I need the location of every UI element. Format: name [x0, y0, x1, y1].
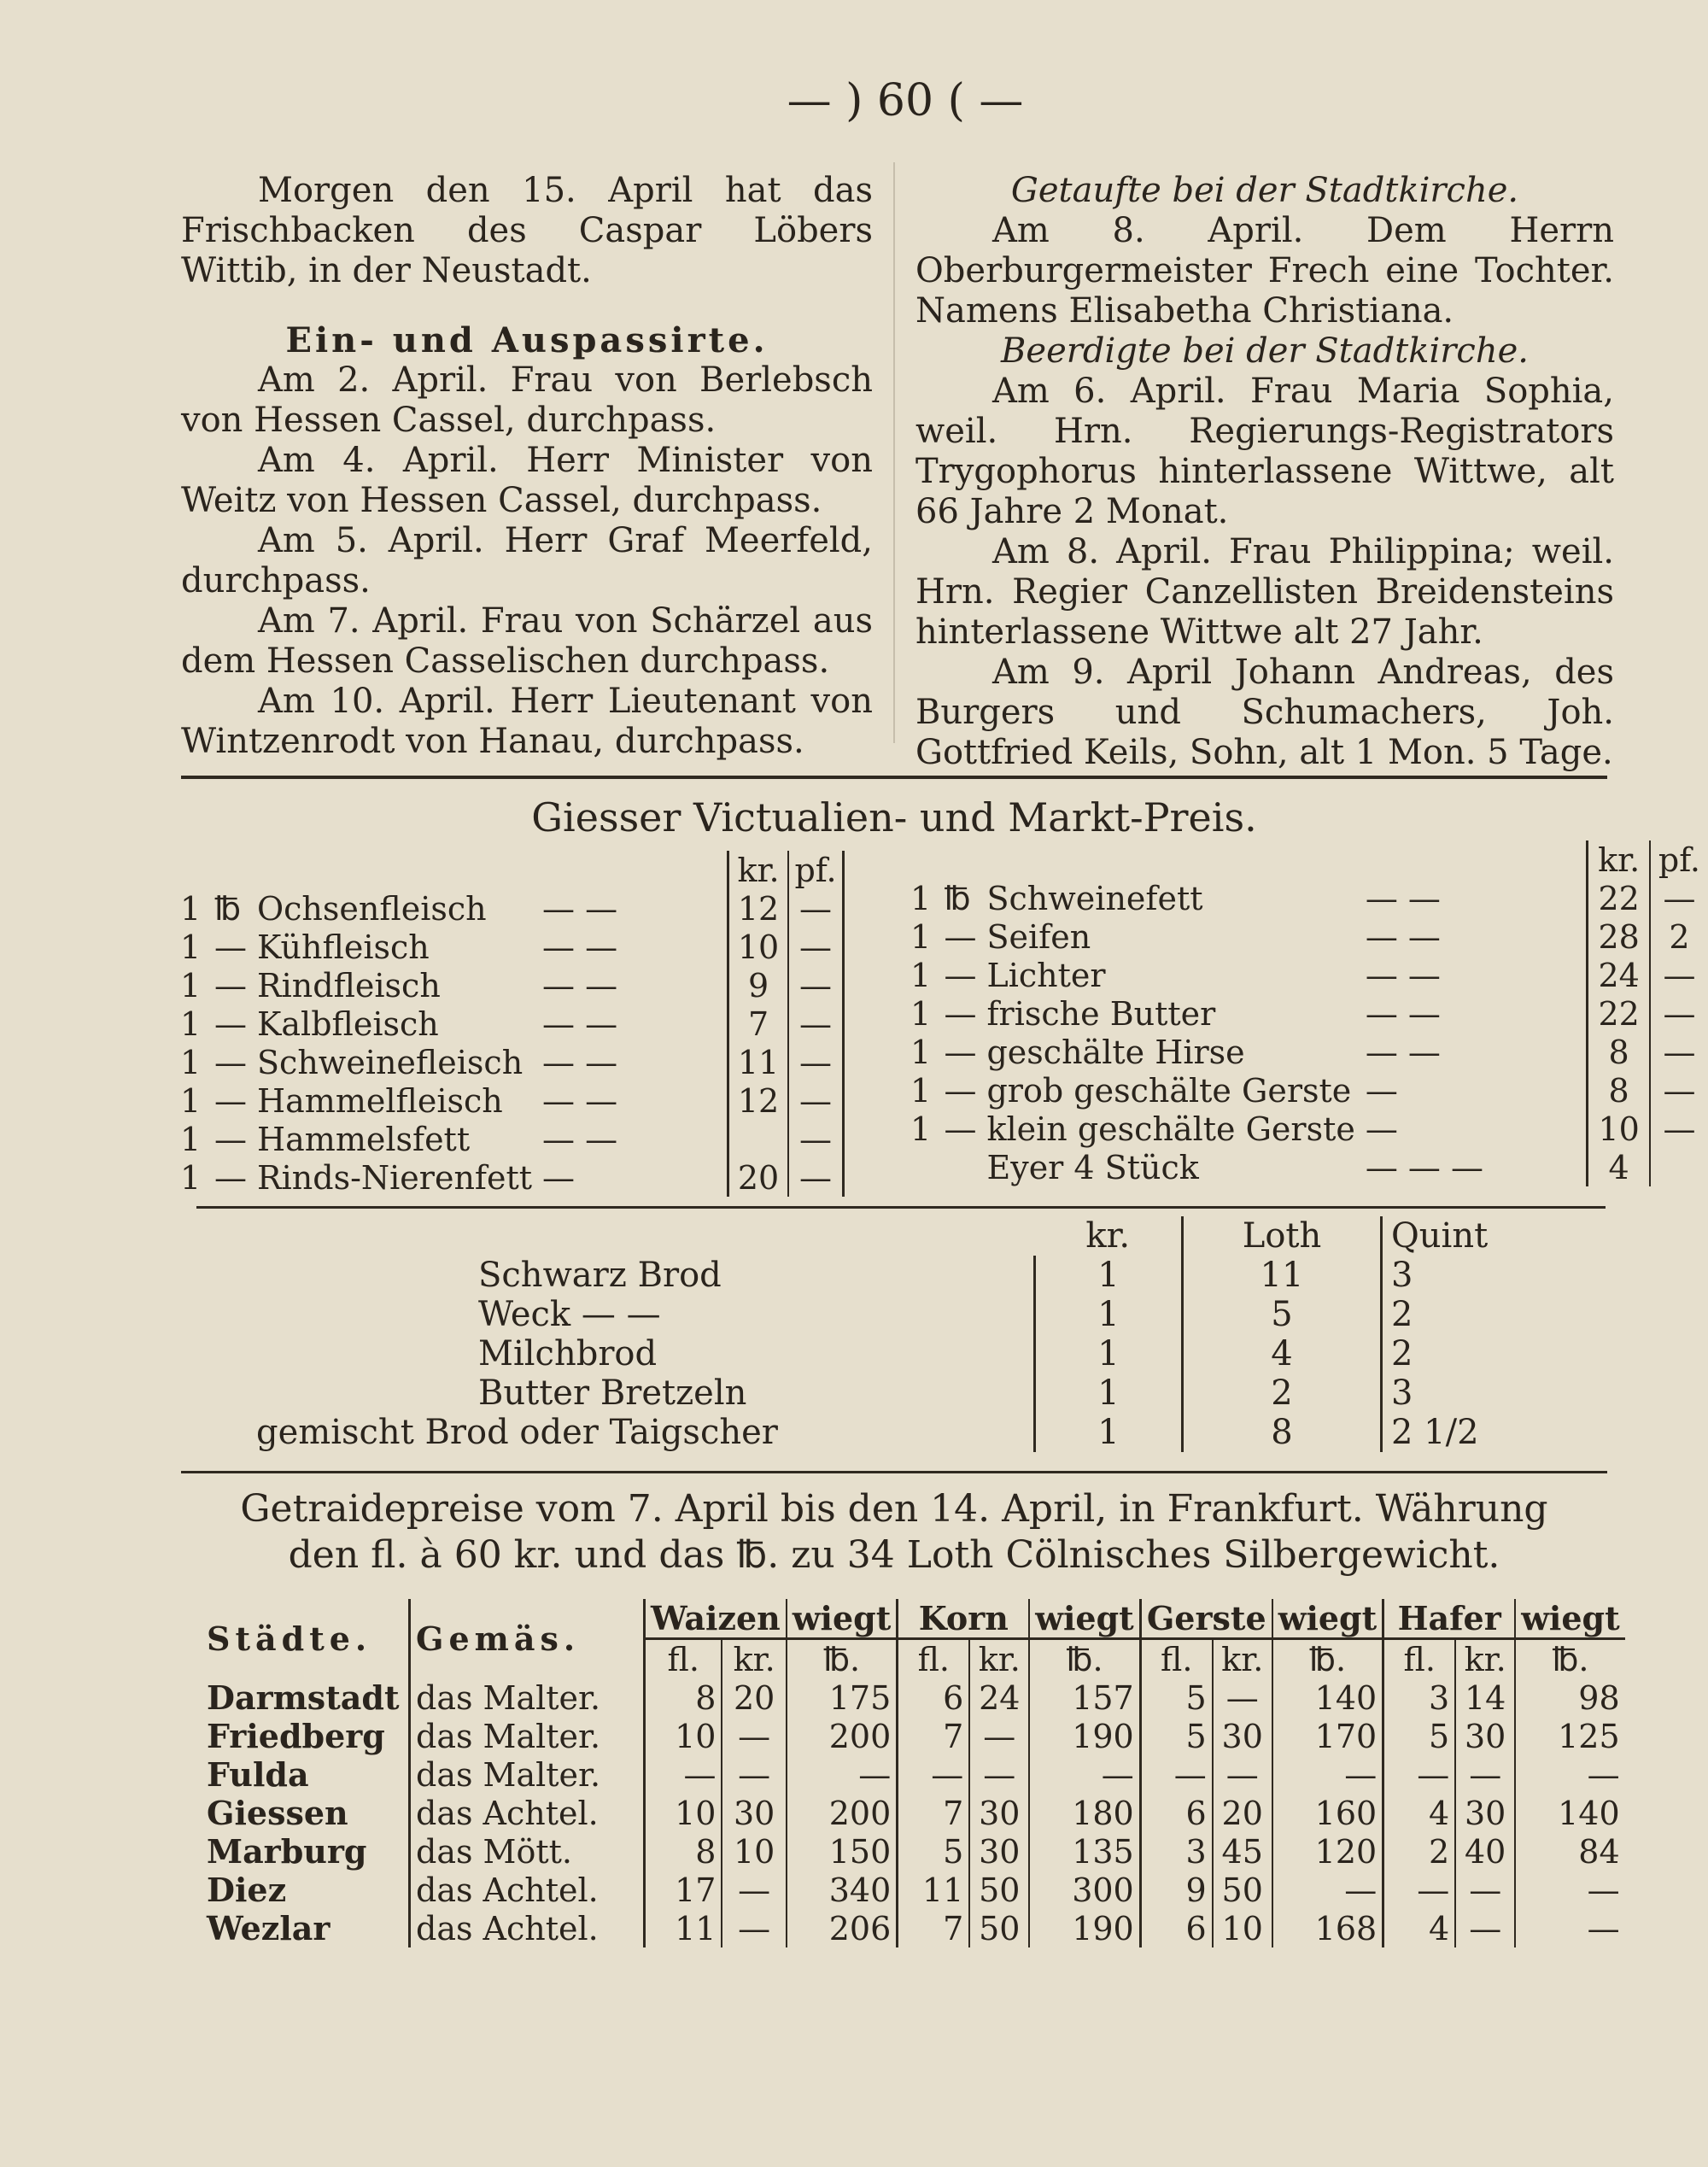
measure: das Achtel.	[410, 1871, 645, 1909]
price-fl: 8	[645, 1832, 722, 1871]
buried-heading: Beerdigte bei der Stadtkirche.	[1001, 331, 1529, 371]
sub-header-fl: fl.	[645, 1639, 722, 1679]
price-pf: —	[1650, 1071, 1708, 1110]
weight-lb: 125	[1515, 1717, 1624, 1755]
price-kr: 45	[1213, 1832, 1272, 1871]
price-pf: —	[788, 1081, 844, 1120]
item-name: frische Butter	[986, 994, 1216, 1033]
sub-header-lb: ℔.	[1272, 1639, 1383, 1679]
price-kr: 28	[1588, 917, 1650, 956]
grain-price-table	[202, 1599, 1625, 1947]
price-fl: 17	[645, 1871, 722, 1909]
section-rule	[196, 1206, 1606, 1209]
price-kr: 10	[1588, 1110, 1650, 1148]
dash-filler: — —	[542, 928, 618, 966]
bread-kr: 1	[1035, 1295, 1183, 1334]
weight-lb: 200	[787, 1794, 898, 1832]
price-kr: 22	[1588, 994, 1650, 1033]
price-fl: 5	[1140, 1678, 1213, 1717]
grain-title-line: Getraidepreise vom 7. April bis den 14. April, in Frankfurt. Währung	[240, 1487, 1548, 1531]
price-kr: 24	[969, 1678, 1029, 1717]
quantity: 1	[910, 1033, 932, 1071]
grain-row	[202, 1909, 1625, 1947]
price-fl: 9	[1140, 1871, 1213, 1909]
price-kr: 30	[969, 1832, 1029, 1871]
price-pf: —	[1650, 956, 1708, 994]
price-kr: —	[722, 1909, 786, 1947]
unit: —	[944, 994, 977, 1033]
price-kr: —	[1213, 1678, 1272, 1717]
price-pf: —	[788, 1004, 844, 1043]
price-kr: 12	[728, 1081, 789, 1120]
measure: das Achtel.	[410, 1794, 645, 1832]
unit: —	[214, 928, 247, 966]
price-kr: 30	[1455, 1794, 1515, 1832]
bread-loth: 8	[1183, 1413, 1382, 1452]
unit: —	[214, 1043, 247, 1081]
weight-lb: 168	[1272, 1909, 1383, 1947]
bread-row	[256, 1413, 1588, 1452]
bread-quint: 3	[1382, 1256, 1588, 1295]
price-fl: 7	[898, 1794, 970, 1832]
price-row	[905, 956, 1708, 994]
bread-quint: 3	[1382, 1373, 1588, 1413]
wiegt-header: wiegt	[1272, 1599, 1383, 1639]
quantity	[905, 1148, 939, 1186]
price-kr: 50	[1213, 1871, 1272, 1909]
unit: —	[944, 1071, 977, 1110]
baptized-heading: Getaufte bei der Stadtkirche.	[1010, 171, 1519, 210]
staedte-header: Städte.	[207, 1619, 372, 1658]
quantity: 1	[910, 1071, 932, 1110]
wiegt-header: wiegt	[1515, 1599, 1624, 1639]
sub-header-kr: kr.	[969, 1639, 1029, 1679]
weight-lb: —	[1029, 1755, 1140, 1794]
price-row	[175, 1158, 844, 1197]
price-row	[905, 1148, 1708, 1186]
sub-header-fl: fl.	[1383, 1639, 1456, 1679]
item-name: Eyer 4 Stück	[986, 1148, 1199, 1186]
price-pf: —	[788, 1120, 844, 1158]
bread-loth: 5	[1183, 1295, 1382, 1334]
price-row	[905, 879, 1708, 917]
price-fl: 6	[1140, 1909, 1213, 1947]
measure: das Achtel.	[410, 1909, 645, 1947]
weight-lb: 150	[787, 1832, 898, 1871]
grain-row	[202, 1678, 1625, 1717]
item-name: geschälte Hirse	[986, 1033, 1245, 1071]
price-kr: 30	[1455, 1717, 1515, 1755]
city-name: Wezlar	[207, 1909, 330, 1947]
price-row	[175, 1120, 844, 1158]
bread-row	[256, 1295, 1588, 1334]
measure: das Malter.	[410, 1717, 645, 1755]
unit: —	[214, 966, 247, 1004]
quantity: 1	[910, 956, 932, 994]
price-kr: 30	[969, 1794, 1029, 1832]
price-kr: 22	[1588, 879, 1650, 917]
price-fl: —	[1140, 1755, 1213, 1794]
dash-filler: —	[1365, 1071, 1398, 1110]
price-kr: —	[969, 1755, 1029, 1794]
weight-lb: —	[1515, 1755, 1624, 1794]
price-fl: 3	[1383, 1678, 1456, 1717]
announcement-text: Morgen den 15. April hat das Frischbacken des Caspar Löbers Wittib, in der Neustadt.	[181, 171, 873, 290]
quantity: 1	[180, 1120, 202, 1158]
price-fl: 5	[1383, 1717, 1456, 1755]
price-fl: 2	[1383, 1832, 1456, 1871]
bread-name: Weck — —	[478, 1295, 661, 1334]
price-kr: —	[1455, 1909, 1515, 1947]
item-name: Lichter	[986, 956, 1106, 994]
unit	[939, 1148, 981, 1186]
weight-lb: 340	[787, 1871, 898, 1909]
price-fl: 10	[645, 1717, 722, 1755]
weight-lb: 300	[1029, 1871, 1140, 1909]
buried-entry: Am 6. April. Frau Maria Sophia, weil. Hrn. Regierungs-Registrators Trygophorus hinterlassene Wittwe, alt 66 Jahre 2 Monat.	[915, 372, 1614, 531]
section-rule	[181, 776, 1607, 779]
price-fl: 5	[898, 1832, 970, 1871]
price-kr: 12	[728, 889, 789, 928]
city-name: Diez	[207, 1871, 287, 1909]
price-kr: 8	[1588, 1071, 1650, 1110]
dash-filler: — —	[542, 1004, 618, 1043]
pf-header: pf.	[788, 851, 844, 889]
bread-quint: 2	[1382, 1295, 1588, 1334]
price-fl: —	[1383, 1755, 1456, 1794]
weight-lb: —	[1272, 1871, 1383, 1909]
item-name: Schweinefett	[986, 879, 1203, 917]
unit: ℔	[944, 879, 971, 917]
price-row	[175, 966, 844, 1004]
sub-header-lb: ℔.	[1029, 1639, 1140, 1679]
quantity: 1	[180, 1081, 202, 1120]
weight-lb: 140	[1272, 1678, 1383, 1717]
bread-kr: 1	[1035, 1413, 1183, 1452]
price-fl: —	[898, 1755, 970, 1794]
price-kr: —	[722, 1755, 786, 1794]
price-fl: 7	[898, 1909, 970, 1947]
wiegt-header: wiegt	[1029, 1599, 1140, 1639]
grain-header-waizen: Waizen	[645, 1599, 787, 1639]
item-name: Seifen	[986, 917, 1091, 956]
sub-header-lb: ℔.	[1515, 1639, 1624, 1679]
left-column	[181, 171, 873, 762]
unit: ℔	[214, 889, 242, 928]
item-name: grob geschälte Gerste	[986, 1071, 1352, 1110]
dash-filler: —	[1365, 1110, 1398, 1148]
passenger-entry: Am 7. April. Frau von Schärzel aus dem Hessen Casselischen durchpass.	[181, 601, 873, 681]
victualien-title: Giesser Victualien- und Markt-Preis.	[531, 794, 1257, 840]
price-kr: —	[1455, 1755, 1515, 1794]
weight-lb: 170	[1272, 1717, 1383, 1755]
price-kr: 30	[1213, 1717, 1272, 1755]
price-kr: 24	[1588, 956, 1650, 994]
price-kr: 14	[1455, 1678, 1515, 1717]
unit: —	[944, 956, 977, 994]
section-rule	[181, 1471, 1607, 1473]
price-kr: 30	[722, 1794, 786, 1832]
kr-header: kr.	[1085, 1216, 1131, 1256]
price-pf	[1650, 1148, 1708, 1186]
passenger-entry: Am 2. April. Frau von Berlebsch von Hessen Cassel, durchpass.	[181, 360, 873, 440]
price-pf: —	[1650, 994, 1708, 1033]
bread-quint: 2	[1382, 1334, 1588, 1373]
quantity: 1	[180, 889, 202, 928]
buried-entry: Am 9. April Johann Andreas, des Burgers und Schumachers, Joh. Gottfried Keils, Sohn, alt 1 Mon. 5 Tage.	[915, 653, 1614, 772]
weight-lb: 84	[1515, 1832, 1624, 1871]
price-kr: 40	[1455, 1832, 1515, 1871]
price-fl: —	[1383, 1871, 1456, 1909]
weight-lb: —	[787, 1755, 898, 1794]
passenger-entry: Am 5. April. Herr Graf Meerfeld, durchpass.	[181, 521, 873, 600]
quantity: 1	[180, 1043, 202, 1081]
city-name: Darmstadt	[207, 1678, 400, 1717]
price-kr: 7	[728, 1004, 789, 1043]
bread-loth: 4	[1183, 1334, 1382, 1373]
quantity: 1	[180, 1004, 202, 1043]
passengers-heading: Ein- und Auspassirte.	[285, 320, 769, 360]
unit: —	[214, 1081, 247, 1120]
measure: das Malter.	[410, 1678, 645, 1717]
price-row	[905, 1110, 1708, 1148]
weight-lb: 175	[787, 1678, 898, 1717]
price-kr: 11	[728, 1043, 789, 1081]
unit: —	[944, 917, 977, 956]
quantity: 1	[910, 1110, 932, 1148]
weight-lb: 120	[1272, 1832, 1383, 1871]
kr-header: kr.	[1588, 840, 1650, 879]
price-fl: 4	[1383, 1909, 1456, 1947]
bread-loth: 2	[1183, 1373, 1382, 1413]
bread-name: Milchbrod	[478, 1334, 658, 1373]
price-kr: —	[722, 1717, 786, 1755]
baptized-entry: Am 8. April. Dem Herrn Oberburgermeister Frech eine Tochter. Namens Elisabetha Christiana.	[915, 211, 1614, 331]
price-fl: 6	[1140, 1794, 1213, 1832]
quantity: 1	[910, 994, 932, 1033]
price-fl: 8	[645, 1678, 722, 1717]
price-fl: 7	[898, 1717, 970, 1755]
quantity: 1	[180, 1158, 202, 1197]
quantity: 1	[180, 966, 202, 1004]
price-fl: 10	[645, 1794, 722, 1832]
bread-row	[256, 1334, 1588, 1373]
price-pf: —	[788, 966, 844, 1004]
price-kr: 10	[728, 928, 789, 966]
price-kr: —	[969, 1717, 1029, 1755]
dash-filler: — —	[542, 1081, 618, 1120]
bread-name: gemischt Brod oder Taigscher	[256, 1413, 778, 1452]
sub-header-fl: fl.	[898, 1639, 970, 1679]
price-pf: —	[788, 1158, 844, 1197]
weight-lb: 160	[1272, 1794, 1383, 1832]
weight-lb: 190	[1029, 1717, 1140, 1755]
unit: —	[944, 1110, 977, 1148]
item-name: Hammelsfett	[257, 1120, 471, 1158]
item-name: Rindfleisch	[257, 966, 441, 1004]
page-number: — ) 60 ( —	[787, 75, 1024, 126]
weight-lb: 135	[1029, 1832, 1140, 1871]
price-pf: —	[788, 1043, 844, 1081]
price-row	[905, 917, 1708, 956]
price-kr: 50	[969, 1871, 1029, 1909]
price-row	[175, 1004, 844, 1043]
price-kr: 4	[1588, 1148, 1650, 1186]
grain-row	[202, 1832, 1625, 1871]
bread-loth: 11	[1183, 1256, 1382, 1295]
kr-header: kr.	[728, 851, 789, 889]
item-name: Kühfleisch	[257, 928, 430, 966]
bread-name: Butter Bretzeln	[478, 1373, 747, 1413]
price-pf: —	[1650, 1033, 1708, 1071]
price-fl: 11	[645, 1909, 722, 1947]
price-row	[905, 1071, 1708, 1110]
dash-filler: — — —	[1365, 1148, 1484, 1186]
price-kr: —	[1455, 1871, 1515, 1909]
price-pf: 2	[1650, 917, 1708, 956]
grain-row	[202, 1871, 1625, 1909]
weight-lb: 190	[1029, 1909, 1140, 1947]
measure: das Malter.	[410, 1755, 645, 1794]
sub-header-fl: fl.	[1140, 1639, 1213, 1679]
passenger-entry: Am 10. April. Herr Lieutenant von Wintzenrodt von Hanau, durchpass.	[181, 682, 873, 761]
price-kr: —	[1213, 1755, 1272, 1794]
price-fl: 6	[898, 1678, 970, 1717]
bread-kr: 1	[1035, 1373, 1183, 1413]
price-kr: 20	[728, 1158, 789, 1197]
dash-filler: — —	[1365, 1033, 1441, 1071]
city-name: Friedberg	[207, 1717, 385, 1755]
bread-table	[256, 1216, 1588, 1452]
price-pf: —	[788, 889, 844, 928]
grain-row	[202, 1755, 1625, 1794]
quantity: 1	[910, 879, 932, 917]
item-name: klein geschälte Gerste	[986, 1110, 1355, 1148]
dash-filler: — —	[542, 966, 618, 1004]
grain-row	[202, 1717, 1625, 1755]
price-pf: —	[1650, 1110, 1708, 1148]
dash-filler: —	[542, 1158, 576, 1197]
item-name: Hammelfleisch	[257, 1081, 503, 1120]
unit: —	[214, 1158, 247, 1197]
price-fl: 11	[898, 1871, 970, 1909]
unit: —	[944, 1033, 977, 1071]
grain-prices-title	[181, 1486, 1607, 1578]
price-fl: 3	[1140, 1832, 1213, 1871]
price-row	[175, 889, 844, 928]
price-kr: 8	[1588, 1033, 1650, 1071]
price-pf: —	[1650, 879, 1708, 917]
city-name: Fulda	[207, 1755, 309, 1794]
price-kr: 20	[1213, 1794, 1272, 1832]
price-row	[175, 928, 844, 966]
dash-filler: — —	[1365, 956, 1441, 994]
price-pf: —	[788, 928, 844, 966]
price-kr: —	[722, 1871, 786, 1909]
price-row	[905, 994, 1708, 1033]
dash-filler: — —	[1365, 917, 1441, 956]
weight-lb: 157	[1029, 1678, 1140, 1717]
city-name: Marburg	[207, 1832, 367, 1871]
price-kr: 50	[969, 1909, 1029, 1947]
quantity: 1	[180, 928, 202, 966]
wiegt-header: wiegt	[787, 1599, 898, 1639]
weight-lb: —	[1515, 1909, 1624, 1947]
price-kr: 10	[1213, 1909, 1272, 1947]
price-kr	[728, 1120, 789, 1158]
grain-header-gerste: Gerste	[1140, 1599, 1272, 1639]
bread-kr: 1	[1035, 1334, 1183, 1373]
price-row	[905, 1033, 1708, 1071]
bread-name: Schwarz Brod	[478, 1256, 722, 1295]
price-table-right	[905, 840, 1708, 1186]
item-name: Ochsenfleisch	[257, 889, 487, 928]
price-fl: 5	[1140, 1717, 1213, 1755]
grain-header-korn: Korn	[898, 1599, 1030, 1639]
weight-lb: —	[1272, 1755, 1383, 1794]
city-name: Giessen	[207, 1794, 348, 1832]
price-row	[175, 1043, 844, 1081]
dash-filler: — —	[542, 1043, 618, 1081]
weight-lb: 180	[1029, 1794, 1140, 1832]
dash-filler: — —	[542, 889, 618, 928]
gemaes-header: Gemäs.	[410, 1599, 645, 1678]
weight-lb: 206	[787, 1909, 898, 1947]
measure: das Mött.	[410, 1832, 645, 1871]
loth-header: Loth	[1183, 1216, 1382, 1256]
unit: —	[214, 1120, 247, 1158]
weight-lb: 200	[787, 1717, 898, 1755]
price-kr: 20	[722, 1678, 786, 1717]
dash-filler: — —	[542, 1120, 618, 1158]
bread-row	[256, 1256, 1588, 1295]
price-table-left	[175, 851, 845, 1197]
sub-header-lb: ℔.	[787, 1639, 898, 1679]
dash-filler: — —	[1365, 994, 1441, 1033]
price-fl: 4	[1383, 1794, 1456, 1832]
sub-header-kr: kr.	[722, 1639, 786, 1679]
sub-header-kr: kr.	[1455, 1639, 1515, 1679]
buried-entry: Am 8. April. Frau Philippina; weil. Hrn. Regier Canzellisten Breidensteins hinterlassene Wittwe alt 27 Jahr.	[915, 532, 1614, 652]
item-name: Rinds-Nierenfett	[257, 1158, 533, 1197]
right-column	[915, 171, 1614, 773]
weight-lb: —	[1515, 1871, 1624, 1909]
item-name: Schweinefleisch	[257, 1043, 524, 1081]
bread-quint: 2 1/2	[1382, 1413, 1588, 1452]
price-kr: 10	[722, 1832, 786, 1871]
bread-row	[256, 1373, 1588, 1413]
column-divider	[893, 162, 895, 743]
weight-lb: 98	[1515, 1678, 1624, 1717]
price-fl: —	[645, 1755, 722, 1794]
grain-title-line: den fl. à 60 kr. und das ℔. zu 34 Loth Cölnisches Silbergewicht.	[288, 1533, 1500, 1577]
price-row	[175, 1081, 844, 1120]
quint-header: Quint	[1382, 1216, 1588, 1256]
price-kr: 9	[728, 966, 789, 1004]
dash-filler: — —	[1365, 879, 1441, 917]
unit: —	[214, 1004, 247, 1043]
grain-header-hafer: Hafer	[1383, 1599, 1516, 1639]
grain-row	[202, 1794, 1625, 1832]
sub-header-kr: kr.	[1213, 1639, 1272, 1679]
passenger-entry: Am 4. April. Herr Minister von Weitz von Hessen Cassel, durchpass.	[181, 441, 873, 520]
quantity: 1	[910, 917, 932, 956]
weight-lb: 140	[1515, 1794, 1624, 1832]
item-name: Kalbfleisch	[257, 1004, 439, 1043]
pf-header: pf.	[1650, 840, 1708, 879]
bread-kr: 1	[1035, 1256, 1183, 1295]
